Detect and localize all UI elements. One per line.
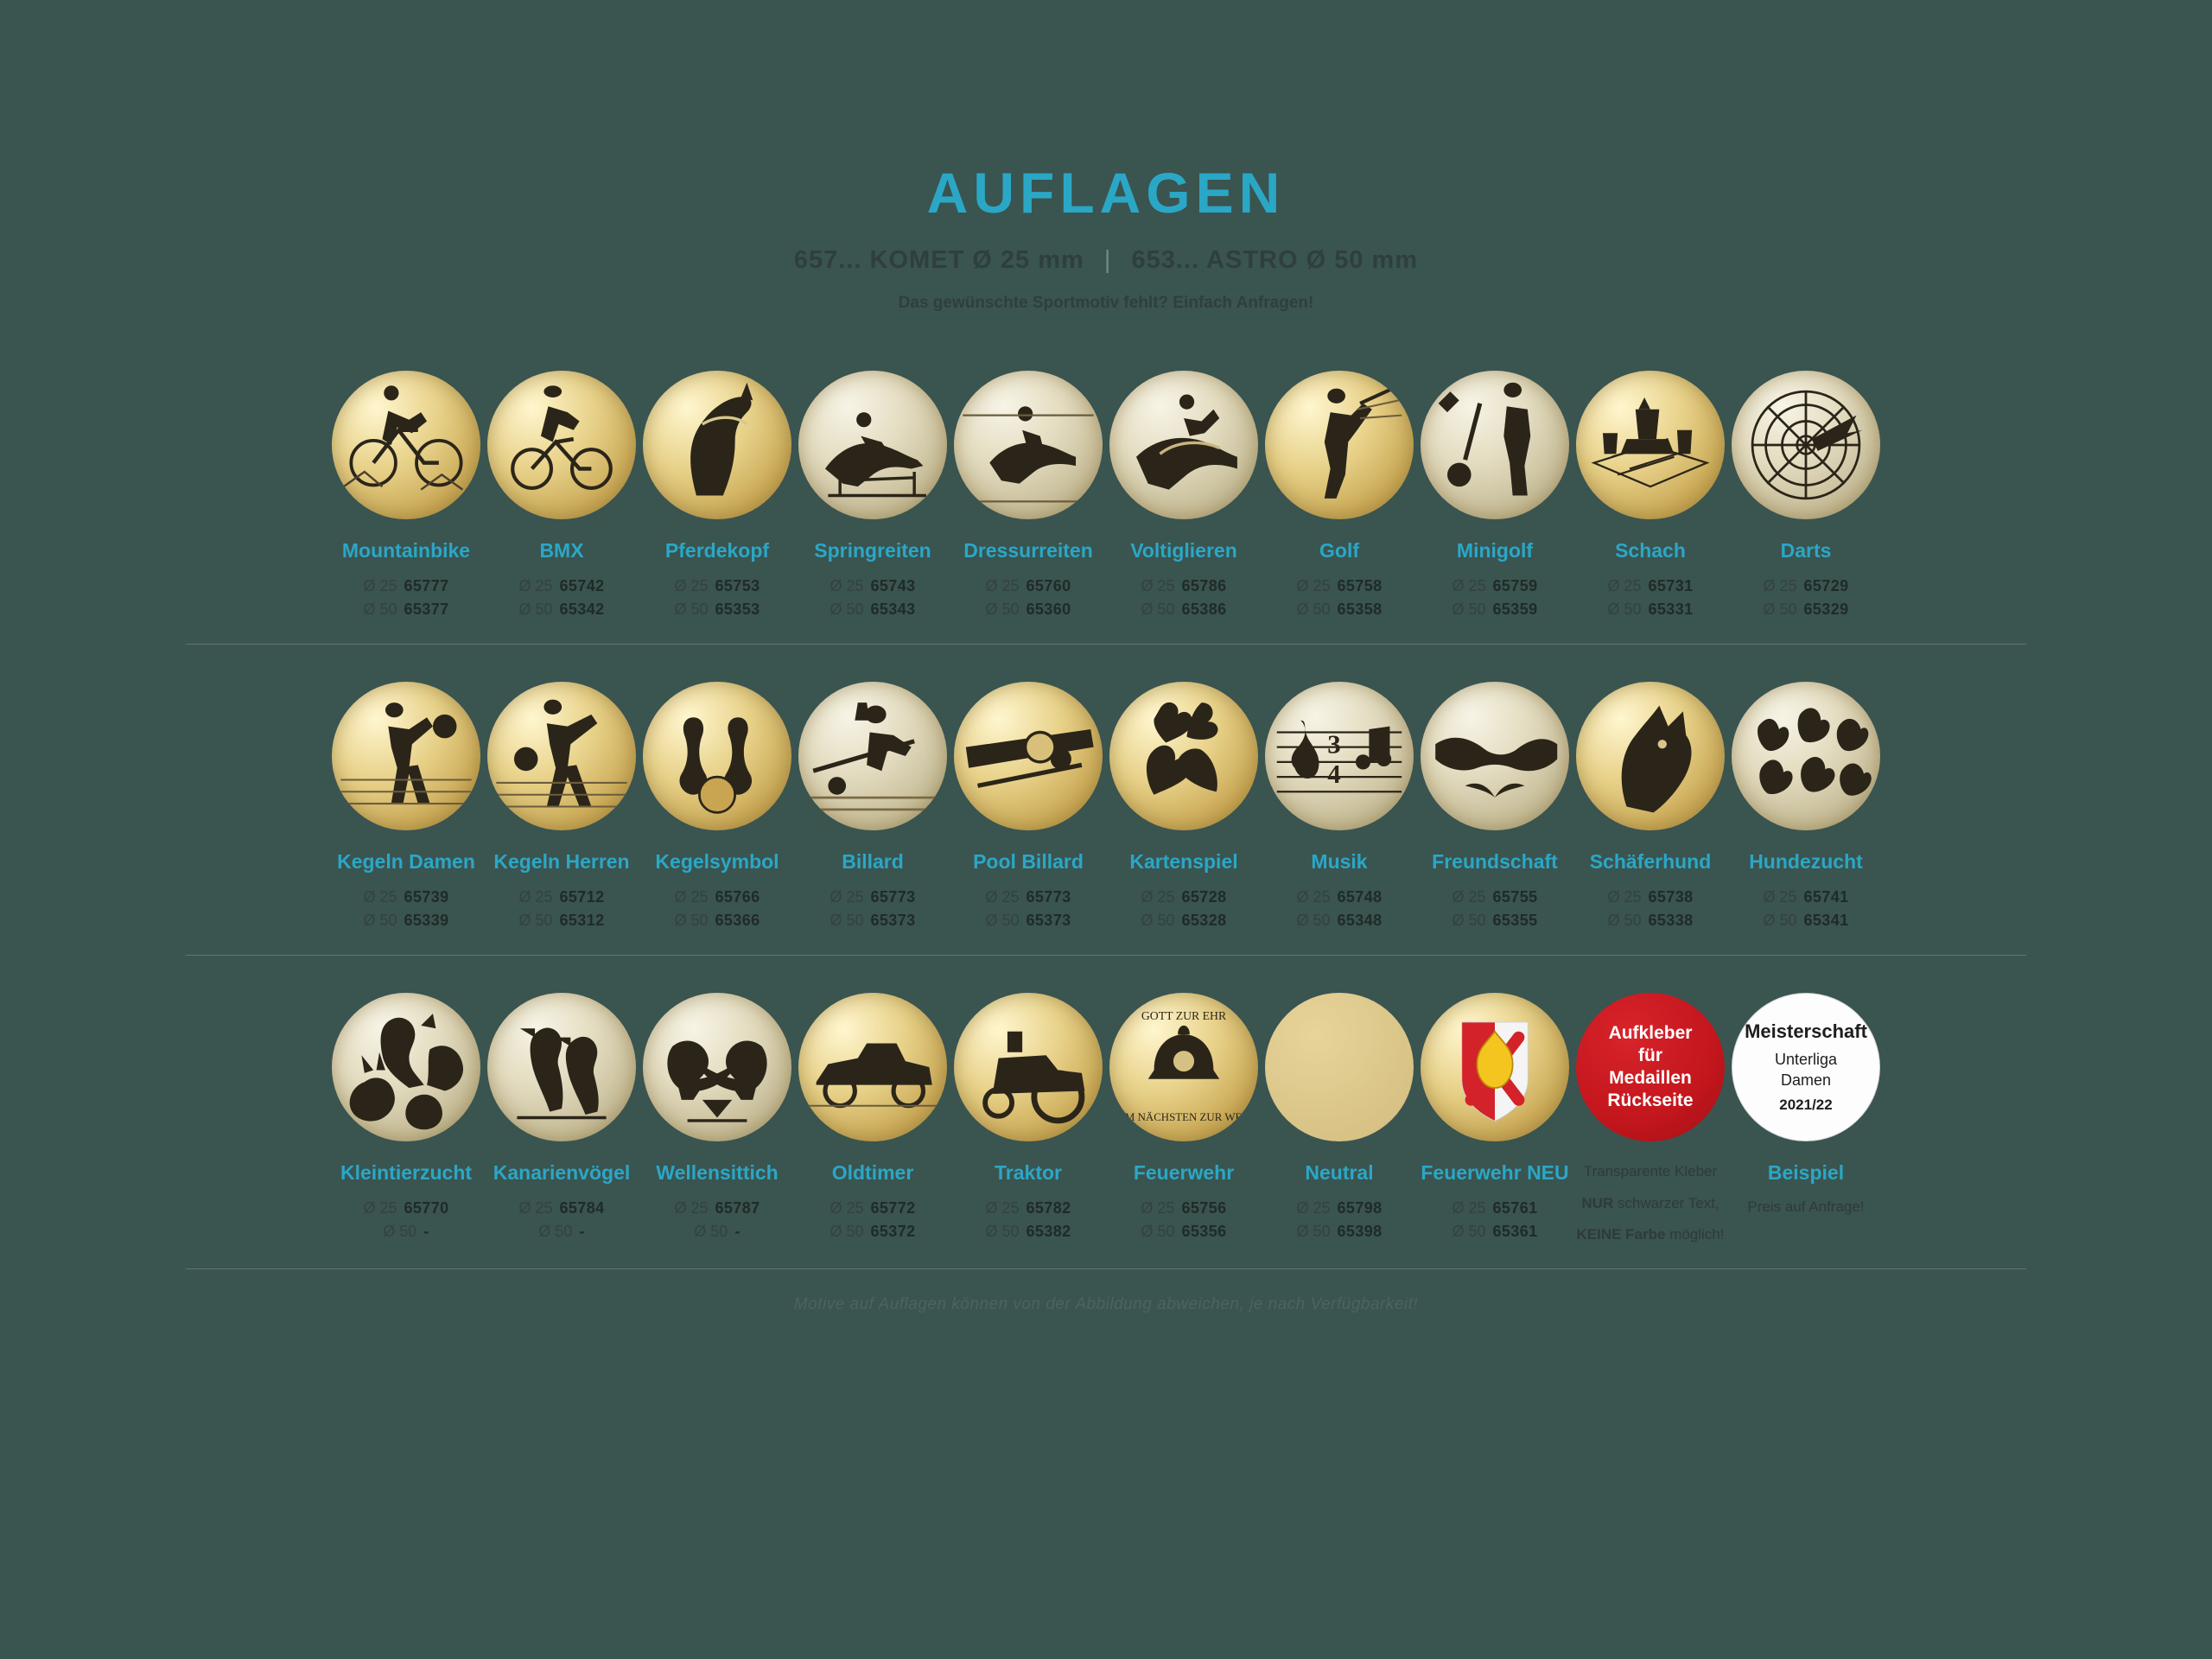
sku-25: Ø 25 65739 <box>363 888 449 906</box>
medal-holder <box>795 674 950 838</box>
sku-list <box>328 1197 484 1243</box>
medal-cell[interactable] <box>1262 674 1417 932</box>
oldtimer-icon <box>798 993 947 1141</box>
sku-list <box>950 886 1106 932</box>
sku-list <box>1417 575 1573 621</box>
budgies-icon <box>643 993 791 1141</box>
sku-50: Ø 50 65360 <box>985 601 1071 618</box>
medal-caption: Traktor <box>995 1161 1062 1184</box>
sku-50: Ø 50 - <box>383 1223 429 1240</box>
medal-holder <box>484 674 639 838</box>
medal-caption: Kegeln Damen <box>337 850 475 873</box>
medal-holder <box>1417 674 1573 838</box>
medal-holder <box>1262 985 1417 1149</box>
medal-cell[interactable] <box>1573 985 1728 1246</box>
medal-image-horsehead <box>643 371 791 519</box>
row-divider-3 <box>186 1268 2026 1269</box>
medal-caption: Kegeln Herren <box>493 850 630 873</box>
sticker-white-line2: Unterliga <box>1774 1050 1838 1068</box>
medal-holder <box>1417 363 1573 527</box>
sku-50: Ø 50 - <box>538 1223 585 1240</box>
medal-caption: Feuerwehr <box>1133 1161 1235 1184</box>
page-subtitle <box>0 246 2212 275</box>
sku-25: Ø 25 65777 <box>363 577 449 594</box>
sku-50: Ø 50 65348 <box>1296 912 1382 929</box>
medal-cell[interactable] <box>795 674 950 932</box>
row-wrap-2 <box>0 674 2212 956</box>
sku-25: Ø 25 65770 <box>363 1199 449 1217</box>
medal-caption: Freundschaft <box>1432 850 1558 873</box>
sku-50: Ø 50 65331 <box>1607 601 1694 618</box>
sku-25: Ø 25 65712 <box>518 888 605 906</box>
medal-image-chess <box>1576 371 1725 519</box>
medal-caption: Schach <box>1615 539 1686 562</box>
sku-50: Ø 50 65386 <box>1141 601 1227 618</box>
medal-row-3 <box>0 985 2212 1246</box>
medal-image-poolbilliard <box>954 682 1103 830</box>
medal-holder <box>1728 674 1884 838</box>
sku-list <box>484 575 639 621</box>
sku-25: Ø 25 65798 <box>1296 1199 1382 1217</box>
sku-25: Ø 25 65784 <box>518 1199 605 1217</box>
subtitle-left-code: 657... <box>793 246 862 274</box>
medal-cell[interactable] <box>1417 985 1573 1243</box>
poolbilliard-icon <box>954 682 1103 830</box>
medal-caption: Feuerwehr NEU <box>1421 1161 1569 1184</box>
medal-caption: Mountainbike <box>341 539 471 562</box>
sku-25: Ø 25 65756 <box>1141 1199 1227 1217</box>
sticker-note-line-1: Transparente Kleber <box>1583 1163 1718 1179</box>
chess-icon <box>1576 371 1725 519</box>
sku-50: Ø 50 65355 <box>1452 912 1538 929</box>
medal-holder <box>1728 985 1884 1149</box>
medal-cell[interactable] <box>328 985 484 1243</box>
tractor-icon <box>954 993 1103 1141</box>
medal-cell[interactable] <box>1106 985 1262 1243</box>
sku-50: Ø 50 65373 <box>830 912 916 929</box>
medal-holder <box>1262 674 1417 838</box>
sku-50: Ø 50 65373 <box>985 912 1071 929</box>
medal-image-darts <box>1732 371 1880 519</box>
medal-image-billiard <box>798 682 947 830</box>
medal-holder <box>950 985 1106 1149</box>
sticker-white-line4: 2021/22 <box>1779 1096 1833 1114</box>
sku-25: Ø 25 65786 <box>1141 577 1227 594</box>
medal-holder <box>1573 985 1728 1149</box>
medal-image-smallanimals <box>332 993 480 1141</box>
medal-cell[interactable] <box>328 363 484 621</box>
medal-holder <box>1417 985 1573 1149</box>
svg-text:4: 4 <box>1327 758 1341 789</box>
sku-25: Ø 25 65753 <box>674 577 760 594</box>
medal-holder <box>1573 674 1728 838</box>
sku-25: Ø 25 65741 <box>1763 888 1849 906</box>
page-header <box>0 0 2212 313</box>
sku-list <box>639 1197 795 1243</box>
sku-list <box>950 1197 1106 1243</box>
sku-list <box>1573 575 1728 621</box>
billiard-icon <box>798 682 947 830</box>
medal-image-pins <box>643 682 791 830</box>
sku-50: Ø 50 65312 <box>518 912 605 929</box>
medal-cell[interactable] <box>639 985 795 1243</box>
medal-image-golf <box>1265 371 1414 519</box>
bottom-note: Motive auf Auflagen können von der Abbildung abweichen, je nach Verfügbarkeit! <box>793 1294 1419 1313</box>
medal-holder <box>328 985 484 1149</box>
medal-holder <box>1106 363 1262 527</box>
sku-25: Ø 25 65755 <box>1452 888 1538 906</box>
medal-cell[interactable] <box>795 985 950 1243</box>
sticker-red <box>1576 993 1725 1141</box>
sku-list <box>639 575 795 621</box>
sticker-red-line-4: Rückseite <box>1607 1090 1694 1111</box>
sku-list <box>1728 575 1884 621</box>
canaries-icon <box>487 993 636 1141</box>
sku-25: Ø 25 65772 <box>830 1199 916 1217</box>
medal-cell[interactable] <box>1573 674 1728 932</box>
medal-image-shepherd <box>1576 682 1725 830</box>
firebrigade-new-icon <box>1421 993 1569 1141</box>
sku-list <box>1262 886 1417 932</box>
medal-image-dressage <box>954 371 1103 519</box>
sku-50: Ø 50 65338 <box>1607 912 1694 929</box>
medal-image-dogbreeding <box>1732 682 1880 830</box>
sku-50: Ø 50 65328 <box>1141 912 1227 929</box>
dogbreeding-icon <box>1732 682 1880 830</box>
medal-cell[interactable] <box>1262 985 1417 1243</box>
mountainbike-icon <box>332 371 480 519</box>
medal-holder <box>950 363 1106 527</box>
medal-cell[interactable] <box>484 985 639 1243</box>
sticker-red-line-1: Aufkleber <box>1608 1022 1693 1043</box>
medal-rows <box>0 363 2212 1269</box>
sticker-note-line-3: KEINE Farbe möglich! <box>1576 1226 1725 1243</box>
shepherd-icon <box>1576 682 1725 830</box>
medal-cell[interactable] <box>950 363 1106 621</box>
medal-holder <box>328 674 484 838</box>
sticker-price-note: Preis auf Anfrage! <box>1747 1198 1865 1215</box>
svg-text:3: 3 <box>1327 728 1341 760</box>
medal-caption: Voltiglieren <box>1130 539 1237 562</box>
sku-list <box>795 1197 950 1243</box>
sku-50: Ø 50 - <box>694 1223 741 1240</box>
sku-50: Ø 50 65343 <box>830 601 916 618</box>
medal-row-2 <box>0 674 2212 932</box>
medal-image-bowling-women <box>332 682 480 830</box>
sticker-white-line3: Damen <box>1780 1071 1832 1089</box>
medal-caption: Pool Billard <box>973 850 1084 873</box>
vaulting-icon <box>1109 371 1258 519</box>
medal-image-oldtimer <box>798 993 947 1141</box>
sku-list <box>328 575 484 621</box>
medal-caption: Kartenspiel <box>1129 850 1238 873</box>
firebrigade-icon <box>1109 993 1258 1141</box>
music-icon <box>1265 682 1414 830</box>
medal-caption: Billard <box>842 850 904 873</box>
sku-25: Ø 25 65729 <box>1763 577 1849 594</box>
sku-25: Ø 25 65759 <box>1452 577 1538 594</box>
sku-list <box>484 886 639 932</box>
friendship-icon <box>1421 682 1569 830</box>
plain-icon <box>1265 993 1414 1141</box>
row-divider-1 <box>186 644 2026 645</box>
sku-list <box>1106 1197 1262 1243</box>
subtitle-divider: | <box>1103 246 1112 274</box>
medal-image-tractor <box>954 993 1103 1141</box>
sku-list <box>1262 575 1417 621</box>
medal-holder <box>1106 985 1262 1149</box>
medal-image-canaries <box>487 993 636 1141</box>
medal-image-firebrigade <box>1109 993 1258 1141</box>
medal-image-plain <box>1265 993 1414 1141</box>
sku-25: Ø 25 65761 <box>1452 1199 1538 1217</box>
sku-50: Ø 50 65339 <box>363 912 449 929</box>
medal-caption: Schäferhund <box>1589 850 1712 873</box>
horsehead-icon <box>643 371 791 519</box>
medal-image-firebrigade-new <box>1421 993 1569 1141</box>
medal-image-music <box>1265 682 1414 830</box>
medal-image-bowling-men <box>487 682 636 830</box>
minigolf-icon <box>1421 371 1569 519</box>
medal-cell[interactable] <box>1728 363 1884 621</box>
medal-cell[interactable] <box>1262 363 1417 621</box>
sku-50: Ø 50 65358 <box>1296 601 1382 618</box>
medal-caption: Kanarienvögel <box>493 1161 631 1184</box>
medal-image-cards <box>1109 682 1258 830</box>
medal-caption: Golf <box>1319 539 1359 562</box>
sku-50: Ø 50 65356 <box>1141 1223 1227 1240</box>
medal-caption: Hundezucht <box>1749 850 1863 873</box>
svg-text:GOTT ZUR EHR: GOTT ZUR EHR <box>1141 1008 1227 1022</box>
medal-cell[interactable] <box>1106 363 1262 621</box>
medal-caption: Oldtimer <box>831 1161 914 1184</box>
sku-25: Ø 25 65738 <box>1607 888 1694 906</box>
svg-text:DEM NÄCHSTEN ZUR WEHR: DEM NÄCHSTEN ZUR WEHR <box>1109 1110 1258 1123</box>
medal-holder <box>484 363 639 527</box>
sku-25: Ø 25 65728 <box>1141 888 1227 906</box>
medal-caption: Musik <box>1311 850 1368 873</box>
sku-25: Ø 25 65773 <box>985 888 1071 906</box>
sku-list <box>1728 886 1884 932</box>
medal-holder <box>1573 363 1728 527</box>
sku-50: Ø 50 65377 <box>363 601 449 618</box>
bowling-women-icon <box>332 682 480 830</box>
sku-50: Ø 50 65398 <box>1296 1223 1382 1240</box>
sku-50: Ø 50 65342 <box>518 601 605 618</box>
medal-holder <box>795 363 950 527</box>
medal-caption: Springreiten <box>814 539 931 562</box>
medal-cell[interactable] <box>328 674 484 932</box>
row-wrap-1 <box>0 363 2212 645</box>
medal-caption: Kegelsymbol <box>655 850 779 873</box>
medal-caption: Neutral <box>1305 1161 1374 1184</box>
bowling-men-icon <box>487 682 636 830</box>
row-divider-2 <box>186 955 2026 956</box>
medal-cell[interactable] <box>950 674 1106 932</box>
sticker-red-line-3: Medaillen <box>1609 1068 1692 1088</box>
sku-list <box>484 1197 639 1243</box>
sku-25: Ø 25 65742 <box>518 577 605 594</box>
medal-cell[interactable] <box>1106 674 1262 932</box>
sticker-note-line-2: NUR schwarzer Text, <box>1581 1194 1719 1211</box>
sku-list <box>795 575 950 621</box>
medal-cell[interactable] <box>484 363 639 621</box>
dressage-icon <box>954 371 1103 519</box>
medal-cell[interactable] <box>950 985 1106 1243</box>
sku-50: Ø 50 65341 <box>1763 912 1849 929</box>
medal-cell[interactable] <box>795 363 950 621</box>
sku-50: Ø 50 65361 <box>1452 1223 1538 1240</box>
medal-caption: Pferdekopf <box>664 539 770 562</box>
medal-cell[interactable] <box>639 363 795 621</box>
medal-cell[interactable] <box>1728 674 1884 932</box>
pins-icon <box>643 682 791 830</box>
medal-caption: Dressurreiten <box>963 539 1093 562</box>
medal-caption: Darts <box>1780 539 1832 562</box>
sticker-white-example <box>1732 993 1880 1141</box>
sku-25: Ø 25 65743 <box>830 577 916 594</box>
medal-image-bmx <box>487 371 636 519</box>
sku-50: Ø 50 65372 <box>830 1223 916 1240</box>
sku-50: Ø 50 65329 <box>1763 601 1849 618</box>
sticker-red-line-2: für <box>1638 1045 1662 1065</box>
sku-25: Ø 25 65758 <box>1296 577 1382 594</box>
sku-25: Ø 25 65731 <box>1607 577 1694 594</box>
subtitle-left-text: KOMET Ø 25 mm <box>869 246 1084 274</box>
medal-cell[interactable] <box>1417 363 1573 621</box>
medal-cell[interactable] <box>1417 674 1573 932</box>
medal-holder <box>639 985 795 1149</box>
smallanimals-icon <box>332 993 480 1141</box>
medal-image-vaulting <box>1109 371 1258 519</box>
medal-caption: Wellensittich <box>656 1161 779 1184</box>
medal-image-minigolf <box>1421 371 1569 519</box>
medal-cell[interactable] <box>1573 363 1728 621</box>
medal-cell[interactable] <box>1728 985 1884 1218</box>
sku-list <box>1417 1197 1573 1243</box>
bmx-icon <box>487 371 636 519</box>
medal-row-1 <box>0 363 2212 621</box>
subtitle-right-code: 653... <box>1131 246 1200 274</box>
sku-list <box>795 886 950 932</box>
sku-list <box>1262 1197 1417 1243</box>
sku-list <box>639 886 795 932</box>
sku-50: Ø 50 65366 <box>674 912 760 929</box>
row-wrap-3 <box>0 985 2212 1269</box>
medal-cell[interactable] <box>639 674 795 932</box>
sku-25: Ø 25 65760 <box>985 577 1071 594</box>
medal-cell[interactable] <box>484 674 639 932</box>
medal-holder <box>639 363 795 527</box>
showjump-icon <box>798 371 947 519</box>
sku-25: Ø 25 65766 <box>674 888 760 906</box>
sku-list <box>1573 886 1728 932</box>
sku-list <box>328 886 484 932</box>
medal-image-mountainbike <box>332 371 480 519</box>
sku-25: Ø 25 65773 <box>830 888 916 906</box>
cards-icon <box>1109 682 1258 830</box>
sku-50: Ø 50 65382 <box>985 1223 1071 1240</box>
medal-image-friendship <box>1421 682 1569 830</box>
medal-holder <box>1728 363 1884 527</box>
medal-holder <box>795 985 950 1149</box>
medal-caption: Kleintierzucht <box>340 1161 473 1184</box>
medal-image-showjump <box>798 371 947 519</box>
medal-holder <box>950 674 1106 838</box>
medal-holder <box>484 985 639 1149</box>
sku-list <box>1417 886 1573 932</box>
sku-list <box>1106 886 1262 932</box>
sku-25: Ø 25 65782 <box>985 1199 1071 1217</box>
medal-image-budgies <box>643 993 791 1141</box>
page-note: Das gewünschte Sportmotiv fehlt? Einfach Anfragen! <box>898 294 1314 312</box>
medal-caption: Beispiel <box>1767 1161 1845 1184</box>
darts-icon <box>1732 371 1880 519</box>
sku-list <box>950 575 1106 621</box>
page-title: AUFLAGEN <box>926 161 1286 225</box>
medal-caption: BMX <box>539 539 584 562</box>
sticker-white-line1: Meisterschaft <box>1745 1020 1867 1042</box>
medal-caption: Minigolf <box>1456 539 1534 562</box>
medal-holder <box>1262 363 1417 527</box>
sku-list <box>1106 575 1262 621</box>
sku-50: Ø 50 65359 <box>1452 601 1538 618</box>
golf-icon <box>1265 371 1414 519</box>
subtitle-right-text: ASTRO Ø 50 mm <box>1206 246 1419 274</box>
sku-25: Ø 25 65787 <box>674 1199 760 1217</box>
medal-holder <box>639 674 795 838</box>
sku-50: Ø 50 65353 <box>674 601 760 618</box>
medal-holder <box>328 363 484 527</box>
medal-holder <box>1106 674 1262 838</box>
sku-25: Ø 25 65748 <box>1296 888 1382 906</box>
